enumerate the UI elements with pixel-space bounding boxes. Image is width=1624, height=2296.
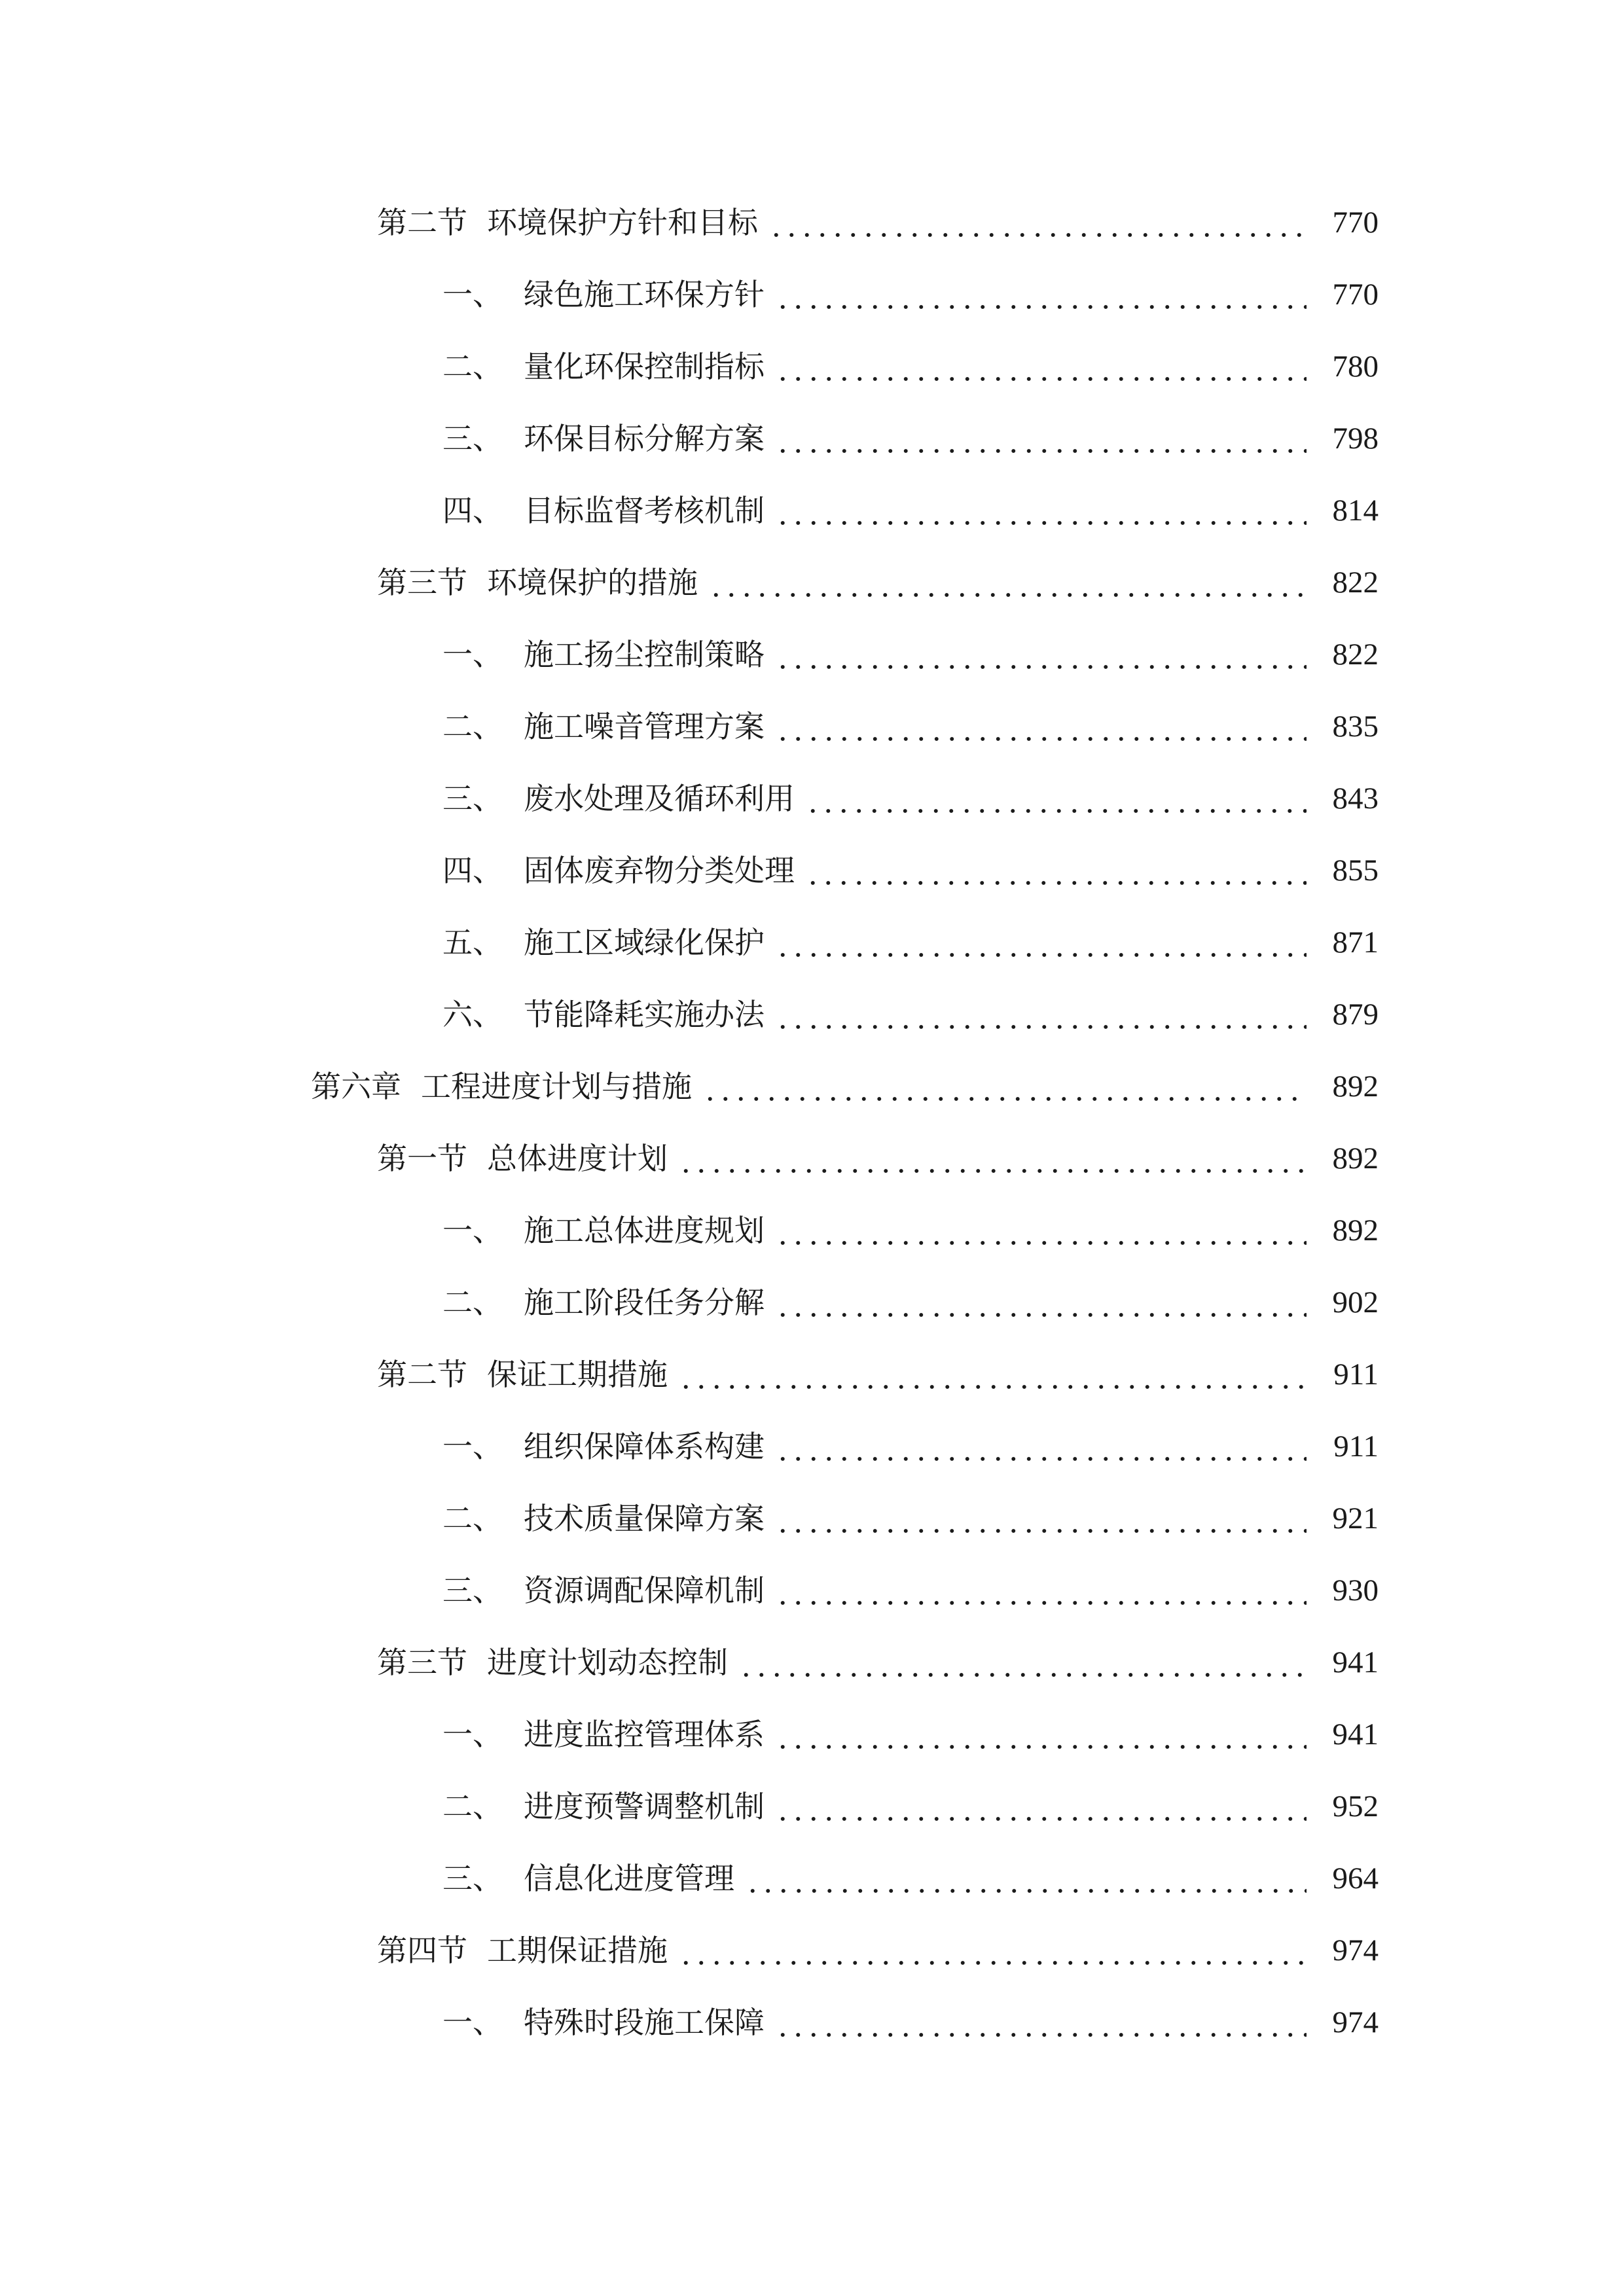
entry-number: 第三节 — [377, 565, 467, 600]
entry-page-number: 770 — [1332, 205, 1379, 240]
entry-page-number: 974 — [1332, 1933, 1379, 1967]
entry-number: 四、 — [442, 493, 503, 528]
entry-number: 第四节 — [377, 1933, 467, 1968]
entry-page-number: 911 — [1333, 1429, 1379, 1463]
dot-leader — [738, 1647, 1307, 1677]
entry-title: 组织保障体系构建 — [524, 1429, 765, 1464]
entry-number: 第二节 — [377, 1357, 467, 1392]
toc-subsection-entry[interactable] — [0, 1986, 1624, 2058]
entry-number: 二、 — [442, 1501, 503, 1536]
entry-title: 环境保护方针和目标 — [487, 205, 758, 240]
entry-title: 进度监控管理体系 — [524, 1717, 765, 1752]
entry-page-number: 941 — [1332, 1717, 1379, 1751]
toc-subsection-entry[interactable] — [0, 619, 1624, 691]
entry-page-number: 822 — [1332, 565, 1379, 600]
dot-leader — [775, 927, 1307, 958]
dot-leader — [708, 567, 1307, 598]
entry-number: 二、 — [442, 709, 503, 744]
entry-page-number: 780 — [1332, 349, 1379, 384]
entry-number: 二、 — [442, 349, 503, 384]
toc-subsection-entry[interactable] — [0, 1410, 1624, 1482]
entry-page-number: 835 — [1332, 709, 1379, 744]
entry-title: 节能降耗实施办法 — [524, 997, 765, 1032]
toc-subsection-entry[interactable] — [0, 1194, 1624, 1266]
toc-subsection-entry[interactable] — [0, 1842, 1624, 1914]
entry-title: 工程进度计划与措施 — [421, 1069, 692, 1104]
entry-page-number: 892 — [1332, 1213, 1379, 1247]
entry-number: 三、 — [442, 421, 503, 456]
toc-section-entry[interactable] — [0, 1338, 1624, 1410]
entry-page-number: 814 — [1332, 493, 1379, 528]
entry-page-number: 974 — [1332, 2005, 1379, 2039]
toc-subsection-entry[interactable] — [0, 331, 1624, 403]
dot-leader — [775, 2007, 1307, 2037]
entry-number: 六、 — [442, 997, 503, 1032]
entry-title: 量化环保控制指标 — [524, 349, 765, 384]
entry-number: 第六章 — [311, 1069, 401, 1104]
entry-title: 施工总体进度规划 — [524, 1213, 765, 1248]
entry-title: 保证工期措施 — [487, 1357, 668, 1392]
dot-leader — [775, 1719, 1307, 1749]
toc-subsection-entry[interactable] — [0, 1482, 1624, 1554]
entry-title: 绿色施工环保方针 — [524, 277, 765, 312]
toc-subsection-entry[interactable] — [0, 691, 1624, 762]
dot-leader — [775, 495, 1307, 526]
entry-number: 四、 — [442, 853, 503, 888]
entry-number: 三、 — [442, 1573, 503, 1608]
entry-page-number: 822 — [1332, 637, 1379, 672]
entry-number: 二、 — [442, 1789, 503, 1824]
dot-leader — [775, 1503, 1307, 1534]
toc-subsection-entry[interactable] — [0, 259, 1624, 331]
dot-leader — [775, 1575, 1307, 1605]
entry-number: 一、 — [442, 637, 503, 672]
entry-title: 施工阶段任务分解 — [524, 1285, 765, 1320]
toc-subsection-entry[interactable] — [0, 762, 1624, 834]
dot-leader — [775, 279, 1307, 310]
dot-leader — [768, 207, 1307, 238]
toc-subsection-entry[interactable] — [0, 475, 1624, 547]
entry-number: 一、 — [442, 1429, 503, 1464]
dot-leader — [745, 1863, 1307, 1893]
entry-number: 五、 — [442, 925, 503, 960]
dot-leader — [775, 1791, 1307, 1821]
entry-number: 一、 — [442, 1213, 503, 1248]
dot-leader — [775, 1215, 1307, 1246]
entry-page-number: 843 — [1332, 781, 1379, 816]
toc-section-entry[interactable] — [0, 1122, 1624, 1194]
entry-title: 技术质量保障方案 — [524, 1501, 765, 1536]
toc-subsection-entry[interactable] — [0, 834, 1624, 906]
entry-number: 一、 — [442, 1717, 503, 1752]
toc-section-entry[interactable] — [0, 1626, 1624, 1698]
entry-page-number: 892 — [1332, 1141, 1379, 1175]
entry-number: 第二节 — [377, 205, 467, 240]
entry-page-number: 930 — [1332, 1573, 1379, 1607]
entry-page-number: 798 — [1332, 421, 1379, 456]
entry-page-number: 921 — [1332, 1501, 1379, 1535]
entry-number: 第三节 — [377, 1645, 467, 1680]
dot-leader — [775, 999, 1307, 1030]
entry-title: 信息化进度管理 — [524, 1861, 734, 1896]
entry-title: 环保目标分解方案 — [524, 421, 765, 456]
dot-leader — [702, 1071, 1307, 1102]
dot-leader — [775, 1431, 1307, 1462]
entry-number: 一、 — [442, 2005, 503, 2040]
entry-page-number: 964 — [1332, 1861, 1379, 1895]
dot-leader — [775, 639, 1307, 670]
entry-title: 进度预警调整机制 — [524, 1789, 765, 1824]
entry-title: 目标监督考核机制 — [524, 493, 765, 528]
entry-number: 三、 — [442, 1861, 503, 1896]
entry-number: 第一节 — [377, 1141, 467, 1176]
dot-leader — [805, 783, 1307, 814]
entry-title: 施工区域绿化保护 — [524, 925, 765, 960]
table-of-contents — [0, 187, 1624, 2058]
entry-page-number: 871 — [1332, 925, 1379, 960]
entry-number: 三、 — [442, 781, 503, 816]
entry-page-number: 902 — [1332, 1285, 1379, 1319]
toc-subsection-entry[interactable] — [0, 1266, 1624, 1338]
entry-page-number: 855 — [1332, 853, 1379, 888]
dot-leader — [678, 1359, 1307, 1390]
entry-title: 资源调配保障机制 — [524, 1573, 765, 1608]
toc-subsection-entry[interactable] — [0, 978, 1624, 1050]
toc-chapter-entry[interactable] — [0, 1050, 1624, 1122]
entry-page-number: 941 — [1332, 1645, 1379, 1679]
dot-leader — [775, 711, 1307, 742]
entry-page-number: 952 — [1332, 1789, 1379, 1823]
entry-title: 固体废弃物分类处理 — [524, 853, 795, 888]
entry-title: 总体进度计划 — [487, 1141, 668, 1176]
toc-subsection-entry[interactable] — [0, 1698, 1624, 1770]
entry-title: 施工扬尘控制策略 — [524, 637, 765, 672]
dot-leader — [775, 1287, 1307, 1318]
toc-section-entry[interactable] — [0, 187, 1624, 259]
dot-leader — [678, 1143, 1307, 1174]
toc-section-entry[interactable] — [0, 1914, 1624, 1986]
entry-title: 工期保证措施 — [487, 1933, 668, 1968]
toc-subsection-entry[interactable] — [0, 1554, 1624, 1626]
entry-number: 二、 — [442, 1285, 503, 1320]
entry-page-number: 892 — [1332, 1069, 1379, 1103]
entry-title: 废水处理及循环利用 — [524, 781, 795, 816]
dot-leader — [805, 855, 1307, 886]
entry-page-number: 911 — [1333, 1357, 1379, 1391]
entry-number: 一、 — [442, 277, 503, 312]
entry-page-number: 770 — [1332, 277, 1379, 312]
dot-leader — [678, 1935, 1307, 1965]
toc-section-entry[interactable] — [0, 547, 1624, 619]
dot-leader — [775, 423, 1307, 454]
entry-title: 进度计划动态控制 — [487, 1645, 728, 1680]
entry-title: 特殊时段施工保障 — [524, 2005, 765, 2040]
toc-subsection-entry[interactable] — [0, 906, 1624, 978]
dot-leader — [775, 351, 1307, 382]
entry-title: 施工噪音管理方案 — [524, 709, 765, 744]
entry-page-number: 879 — [1332, 997, 1379, 1031]
toc-subsection-entry[interactable] — [0, 1770, 1624, 1842]
entry-title: 环境保护的措施 — [487, 565, 698, 600]
toc-subsection-entry[interactable] — [0, 403, 1624, 475]
